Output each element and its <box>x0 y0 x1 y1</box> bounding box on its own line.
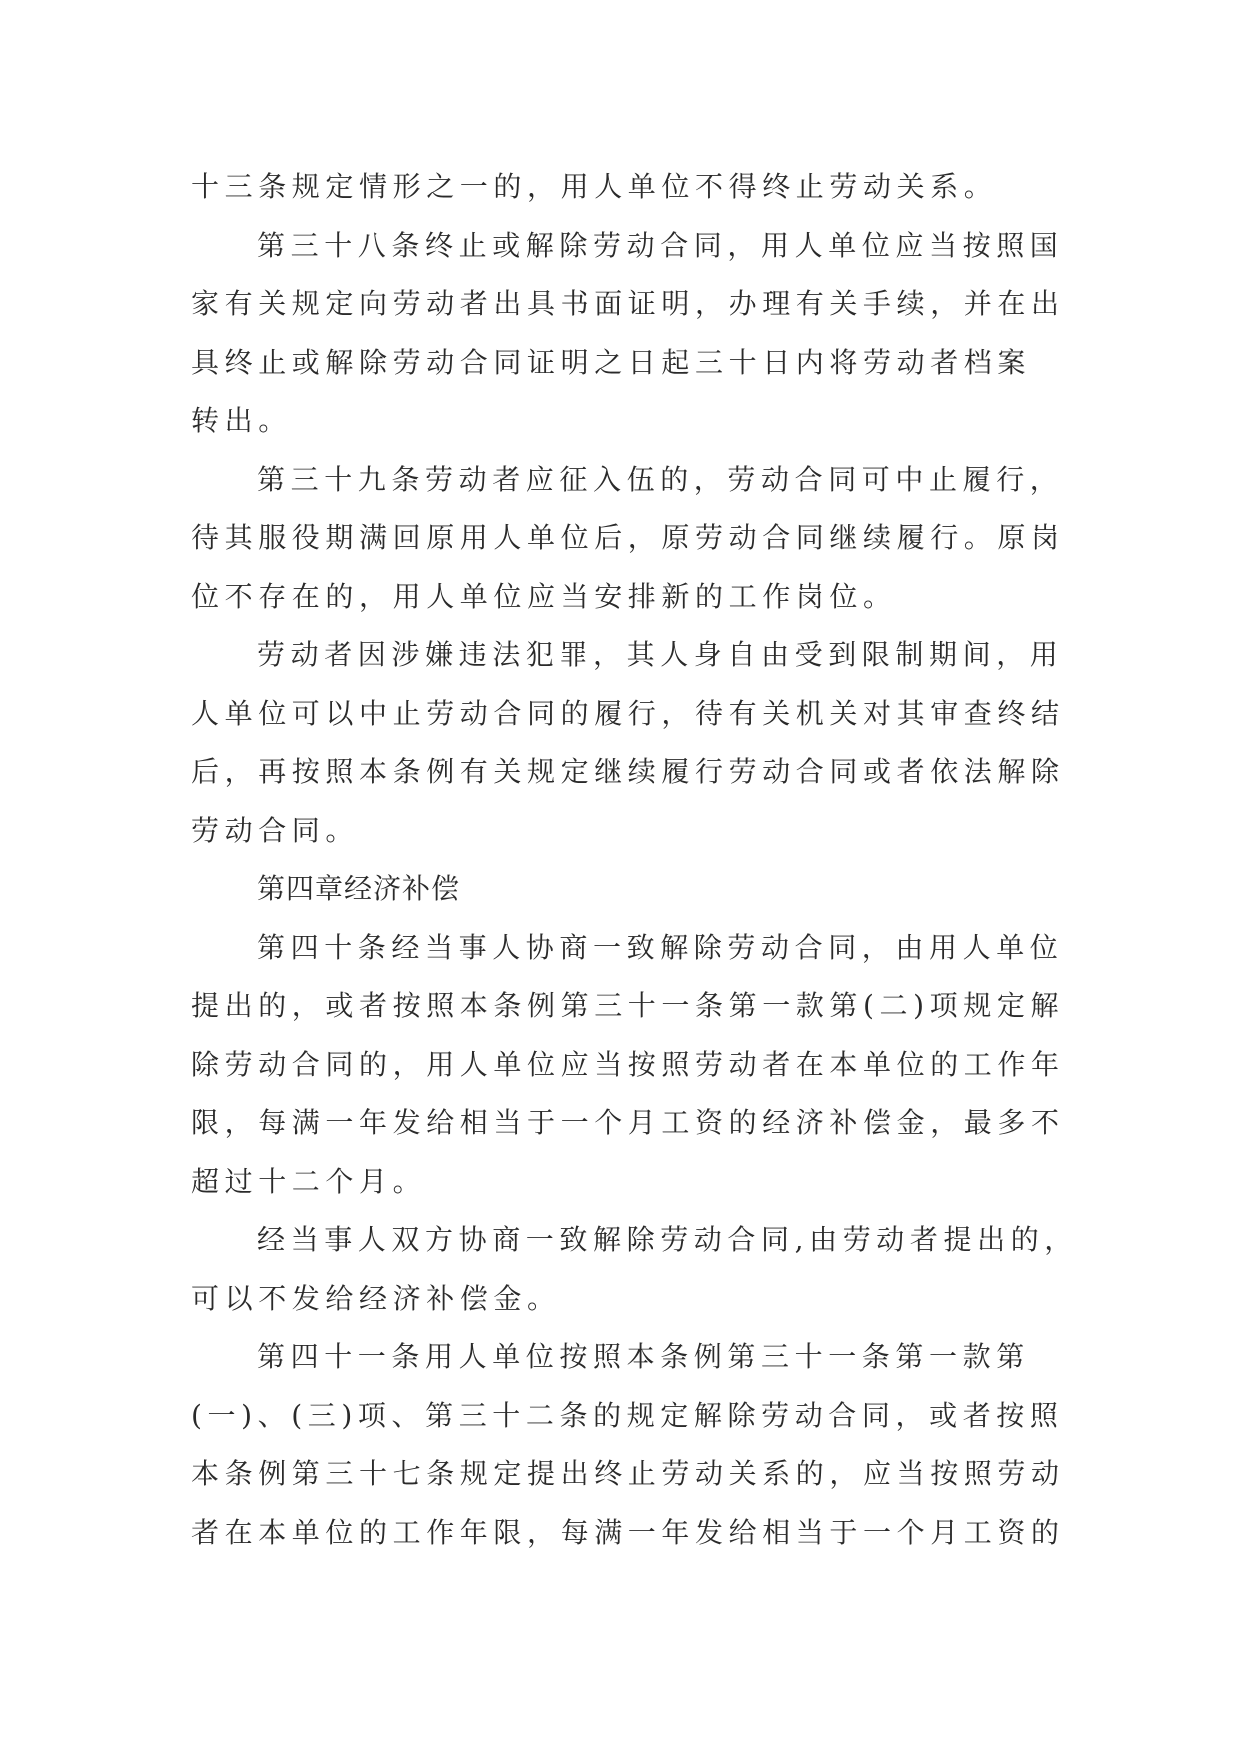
text-line: 后，再按照本条例有关规定继续履行劳动合同或者依法解除 <box>191 755 1065 788</box>
paragraph-start-line: 劳动者因涉嫌违法犯罪，其人身自由受到限制期间，用 <box>257 638 1064 671</box>
paragraph-start-line: 第三十八条终止或解除劳动合同，用人单位应当按照国 <box>257 228 1064 262</box>
text-line: 位不存在的，用人单位应当安排新的工作岗位。 <box>191 579 897 613</box>
paragraph-start-line: 第四十一条用人单位按照本条例第三十一条第一款第 <box>257 1340 1030 1373</box>
text-line: 者在本单位的工作年限，每满一年发给相当于一个月工资的 <box>191 1515 1065 1549</box>
text-line: 待其服役期满回原用人单位后，原劳动合同继续履行。原岗 <box>191 521 1065 554</box>
document-body <box>191 158 1078 1562</box>
text-line: 具终止或解除劳动合同证明之日起三十日内将劳动者档案 <box>191 345 1032 379</box>
text-line: (一)、(三)项、第三十二条的规定解除劳动合同，或者按照 <box>191 1398 1064 1432</box>
paragraph-start-line: 第四十条经当事人协商一致解除劳动合同，由用人单位 <box>257 930 1064 964</box>
text-line: 家有关规定向劳动者出具书面证明，办理有关手续，并在出 <box>191 287 1065 320</box>
text-line: 可以不发给经济补偿金。 <box>191 1281 561 1315</box>
text-line: 超过十二个月。 <box>191 1164 427 1198</box>
text-line: 十三条规定情形之一的，用人单位不得终止劳动关系。 <box>191 170 998 203</box>
text-line: 劳动合同。 <box>191 813 360 847</box>
text-line: 限，每满一年发给相当于一个月工资的经济补偿金，最多不 <box>191 1106 1065 1139</box>
paragraph-start-line: 经当事人双方协商一致解除劳动合同,由劳动者提出的， <box>257 1223 1078 1256</box>
text-line: 人单位可以中止劳动合同的履行，待有关机关对其审查终结 <box>191 696 1065 730</box>
text-line: 转出。 <box>191 404 292 437</box>
text-line: 本条例第三十七条规定提出终止劳动关系的，应当按照劳动 <box>191 1457 1065 1490</box>
text-line: 除劳动合同的，用人单位应当按照劳动者在本单位的工作年 <box>191 1047 1065 1081</box>
text-line: 提出的，或者按照本条例第三十一条第一款第(二)项规定解 <box>191 989 1065 1022</box>
paragraph-start-line: 第三十九条劳动者应征入伍的，劳动合同可中止履行， <box>257 462 1064 496</box>
chapter-heading: 第四章经济补偿 <box>257 872 461 905</box>
